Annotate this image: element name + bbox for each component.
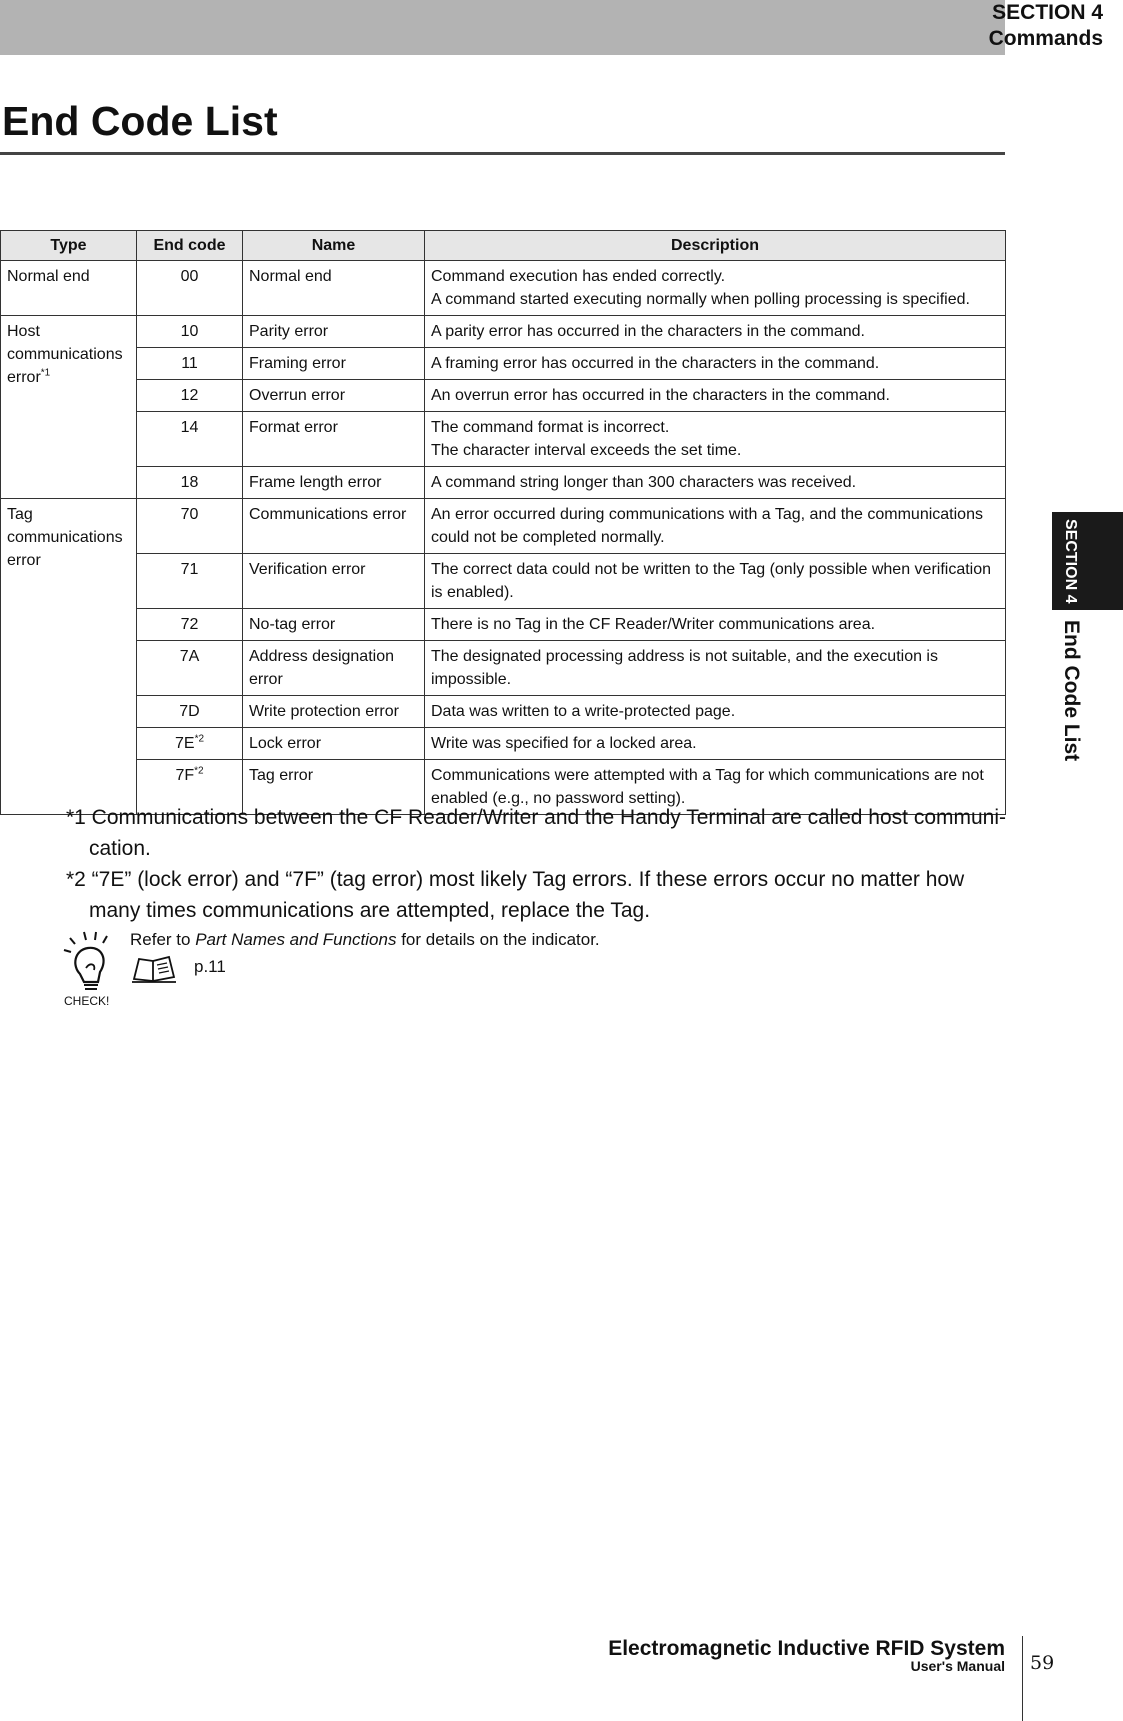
cell-end-code bbox=[137, 554, 243, 609]
table-row bbox=[1, 316, 1006, 348]
description-line: An overrun error has occurred in the characters in the command. bbox=[431, 387, 890, 404]
side-tab-topic: End Code List bbox=[1060, 620, 1083, 762]
cell-description bbox=[425, 412, 1006, 467]
cell-name: Normal end bbox=[243, 261, 425, 316]
description-line: The designated processing address is not suitable, and the execution is impossible. bbox=[431, 648, 938, 688]
type-label: Normal end bbox=[7, 268, 90, 285]
col-header-name: Name bbox=[243, 231, 425, 261]
end-code-value: 7A bbox=[179, 648, 200, 665]
cell-name: Communications error bbox=[243, 499, 425, 554]
end-code-value: 10 bbox=[180, 323, 199, 340]
footnote-2: *2 “7E” (lock error) and “7F” (tag error) most likely Tag errors. If these errors occur no matter how many times communications are attempted, replace the Tag. bbox=[66, 868, 965, 922]
check-note bbox=[130, 928, 600, 952]
type-label: Host communications error bbox=[7, 323, 123, 386]
cell-description bbox=[425, 696, 1006, 728]
end-code-value: 7F bbox=[175, 767, 195, 784]
cell-description bbox=[425, 641, 1006, 696]
end-code-value: 12 bbox=[180, 387, 199, 404]
check-text-before: Refer to bbox=[130, 930, 196, 949]
cell-end-code bbox=[137, 696, 243, 728]
footnote-1: *1 Communications between the CF Reader/Writer and the Handy Terminal are called host communi-cation. bbox=[66, 806, 1006, 860]
side-tab-section: SECTION 4 bbox=[1062, 518, 1079, 604]
table-row bbox=[1, 499, 1006, 554]
end-code-value: 71 bbox=[180, 561, 199, 578]
description-line: A command started executing normally when polling processing is specified. bbox=[431, 291, 970, 308]
cell-end-code bbox=[137, 412, 243, 467]
cell-name: Address designation error bbox=[243, 641, 425, 696]
cell-description bbox=[425, 348, 1006, 380]
cell-name: Framing error bbox=[243, 348, 425, 380]
cell-description bbox=[425, 467, 1006, 499]
end-code-value: 7D bbox=[179, 703, 200, 720]
description-line: Data was written to a write-protected page. bbox=[431, 703, 736, 720]
cell-name: No-tag error bbox=[243, 609, 425, 641]
table-body bbox=[1, 261, 1006, 815]
footer-product: Electromagnetic Inductive RFID System bbox=[608, 1637, 1005, 1660]
description-line: A parity error has occurred in the characters in the command. bbox=[431, 323, 865, 340]
cell-end-code bbox=[137, 380, 243, 412]
description-line: An error occurred during communications with a Tag, and the communications could not be completed normally. bbox=[431, 506, 983, 546]
cell-description bbox=[425, 261, 1006, 316]
end-code-value: 70 bbox=[180, 506, 199, 523]
description-line: The character interval exceeds the set time. bbox=[431, 442, 742, 459]
cell-end-code bbox=[137, 261, 243, 316]
footer-divider bbox=[1022, 1636, 1023, 1721]
page-title: End Code List bbox=[2, 98, 278, 144]
description-line: Command execution has ended correctly. bbox=[431, 268, 726, 285]
cell-description bbox=[425, 728, 1006, 760]
cell-name: Overrun error bbox=[243, 380, 425, 412]
description-line: Write was specified for a locked area. bbox=[431, 735, 697, 752]
page-number: 59 bbox=[1030, 1652, 1055, 1674]
cell-name: Write protection error bbox=[243, 696, 425, 728]
footnotes bbox=[66, 802, 1006, 926]
cell-name: Tag error bbox=[243, 760, 425, 815]
cell-name: Parity error bbox=[243, 316, 425, 348]
end-code-value: 18 bbox=[180, 474, 199, 491]
cell-description bbox=[425, 609, 1006, 641]
end-code-table bbox=[0, 230, 1006, 815]
col-header-description: Description bbox=[425, 231, 1006, 261]
open-book-icon bbox=[131, 953, 177, 983]
end-code-value: 00 bbox=[180, 268, 199, 285]
cell-description bbox=[425, 499, 1006, 554]
side-topic-wrap bbox=[1058, 620, 1084, 770]
table-row bbox=[1, 609, 1006, 641]
header-band bbox=[0, 0, 1005, 55]
cell-type bbox=[1, 316, 137, 499]
table-row bbox=[1, 467, 1006, 499]
cell-description bbox=[425, 554, 1006, 609]
end-code-value: 72 bbox=[180, 616, 199, 633]
cell-end-code bbox=[137, 499, 243, 554]
end-code-value: 7E bbox=[174, 735, 195, 752]
side-tab-label-wrap bbox=[1052, 512, 1088, 610]
footer-manual: User's Manual bbox=[910, 1658, 1005, 1674]
check-label: CHECK! bbox=[64, 994, 110, 1008]
cell-end-code bbox=[137, 641, 243, 696]
description-line: The correct data could not be written to the Tag (only possible when verification is enabled). bbox=[431, 561, 992, 601]
end-code-value: 11 bbox=[181, 355, 198, 372]
table-row bbox=[1, 641, 1006, 696]
cell-type bbox=[1, 261, 137, 316]
header-section: SECTION 4 bbox=[992, 1, 1103, 24]
cell-name: Lock error bbox=[243, 728, 425, 760]
cell-type bbox=[1, 499, 137, 815]
cell-description bbox=[425, 316, 1006, 348]
cell-name: Frame length error bbox=[243, 467, 425, 499]
table-header-row bbox=[1, 231, 1006, 261]
cell-name: Verification error bbox=[243, 554, 425, 609]
description-line: Communications were attempted with a Tag for which communications are not enabled (e.g., no password setting). bbox=[431, 767, 984, 807]
cell-end-code bbox=[137, 609, 243, 641]
check-text-italic: Part Names and Functions bbox=[195, 930, 397, 949]
type-footnote-mark: *1 bbox=[40, 367, 51, 379]
cell-description bbox=[425, 380, 1006, 412]
description-line: A framing error has occurred in the characters in the command. bbox=[431, 355, 880, 372]
cell-name: Format error bbox=[243, 412, 425, 467]
table-row bbox=[1, 261, 1006, 316]
description-line: The command format is incorrect. bbox=[431, 419, 670, 436]
table-row bbox=[1, 728, 1006, 760]
cell-end-code bbox=[137, 728, 243, 760]
table-row bbox=[1, 696, 1006, 728]
description-line: There is no Tag in the CF Reader/Writer communications area. bbox=[431, 616, 876, 633]
page-reference-link[interactable]: p.11 bbox=[194, 957, 226, 976]
col-header-end-code: End code bbox=[137, 231, 243, 261]
cell-end-code bbox=[137, 467, 243, 499]
table-row bbox=[1, 554, 1006, 609]
description-line: A command string longer than 300 characters was received. bbox=[431, 474, 857, 491]
code-footnote-mark: *2 bbox=[194, 733, 205, 745]
check-text-after: for details on the indicator. bbox=[396, 930, 600, 949]
end-code-value: 14 bbox=[180, 419, 199, 436]
table-row bbox=[1, 380, 1006, 412]
cell-end-code bbox=[137, 348, 243, 380]
table-row bbox=[1, 412, 1006, 467]
cell-end-code bbox=[137, 316, 243, 348]
code-footnote-mark: *2 bbox=[194, 765, 204, 777]
table-row bbox=[1, 348, 1006, 380]
running-header bbox=[989, 0, 1103, 52]
type-label: Tag communications error bbox=[7, 506, 123, 569]
title-divider bbox=[0, 152, 1005, 155]
col-header-type: Type bbox=[1, 231, 137, 261]
header-chapter: Commands bbox=[988, 27, 1103, 50]
